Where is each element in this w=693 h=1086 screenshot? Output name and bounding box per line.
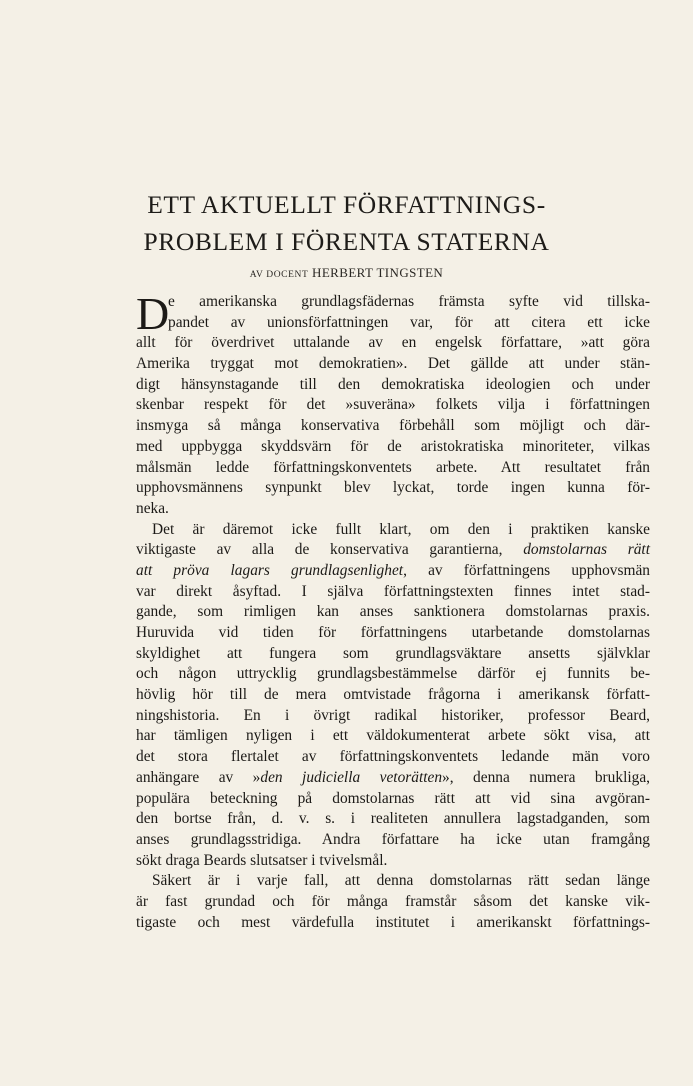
text-line: pandet av unionsförfattningen var, för att citera ett icke	[168, 313, 650, 331]
text-line: allt för överdrivet uttalande av en engelsk författare, »att göra	[136, 334, 650, 352]
text-line: tigaste och mest värdefulla institutet i amerikanskt författnings-	[136, 913, 650, 931]
text-line: Det är däremot icke fullt klart, om den i praktiken kanske	[152, 520, 650, 538]
byline-author: HERBERT TINGSTEN	[312, 265, 444, 280]
byline-prefix: AV DOCENT	[249, 270, 309, 280]
text-line: populära beteckning på domstolarnas rätt att vid sina avgöran-	[136, 789, 650, 807]
italic-term: att pröva lagars grundlagsenlighet	[136, 561, 404, 579]
text-line: den bortse från, d. v. s. i realiteten annullera lagstadganden, som	[136, 810, 650, 828]
text-line: upphovsmännens synpunkt blev lyckat, torde ingen kunna för-	[136, 479, 650, 497]
text-line: digt hänsynstagande till den demokratiska ideologien och under	[136, 375, 650, 393]
article-title-line-1: ETT AKTUELLT FÖRFATTNINGS-	[147, 190, 546, 219]
text-line: gande, som rimligen kan anses sanktionera domstolarnas praxis.	[136, 603, 650, 621]
text-line: var direkt åsyftad. I själva författningstexten finnes intet stad-	[136, 582, 650, 600]
text-line: och någon uttrycklig grundlagsbestämmelse därför ej funnits be-	[136, 665, 650, 683]
text-line: e amerikanska grundlagsfädernas främsta syfte vid tillska-	[168, 293, 650, 310]
text-line: hövlig hör till de mera omtvistade frågorna i amerikansk författ-	[136, 686, 650, 704]
text-line: med uppbygga skyddsvärn för de aristokratiska minoriteter, vilkas	[136, 437, 650, 455]
text-line: det stora flertalet av författningskonventets ledande män voro	[136, 748, 650, 766]
text-line: har tämligen nyligen i ett väldokumenterat arbete sökt visa, att	[136, 727, 650, 745]
text-line: är fast grundad och för många framstår såsom det kanske vik-	[136, 892, 650, 910]
text-line: skenbar respekt för det »suveräna» folkets vilja i författningen	[136, 396, 650, 414]
text-line: neka.	[136, 499, 169, 517]
article-body	[136, 288, 650, 933]
article-title-line-2: PROBLEM I FÖRENTA STATERNA	[143, 227, 550, 256]
text-line: målsmän ledde författningskonventets arbete. Att resultatet från	[136, 458, 650, 476]
byline	[0, 265, 693, 281]
text-line: att pröva lagars grundlagsenlighet, av författningens upphovsmän	[136, 561, 650, 579]
text-line: Huruvida vid tiden för författningens utarbetande domstolarnas	[136, 624, 650, 641]
text-line: skyldighet att fungera som grundlagsväktare ansetts självklar	[136, 644, 650, 662]
text-line: Amerika tryggat mot demokratien». Det gällde att under stän-	[136, 355, 650, 373]
drop-cap: D	[136, 288, 170, 339]
text-line: Säkert är i varje fall, att denna domstolarnas rätt sedan länge	[152, 872, 650, 890]
italic-term: domstolarnas rätt	[523, 541, 650, 559]
text-line: ningshistoria. En i övrigt radikal historiker, professor Beard,	[136, 706, 650, 724]
text-line: anhängare av »den judiciella vetorätten», denna numera brukliga,	[136, 768, 650, 786]
text-line: anses grundlagsstridiga. Andra författare ha icke utan framgång	[136, 830, 650, 848]
text-line: sökt draga Beards slutsatser i tvivelsmål.	[136, 851, 388, 869]
text-line: viktigaste av alla de konservativa garantierna, domstolarnas rätt	[136, 541, 650, 559]
italic-term: den judiciella vetorätten	[260, 768, 443, 786]
text-line: insmyga så många konservativa förbehåll som möjligt och där-	[136, 417, 650, 435]
